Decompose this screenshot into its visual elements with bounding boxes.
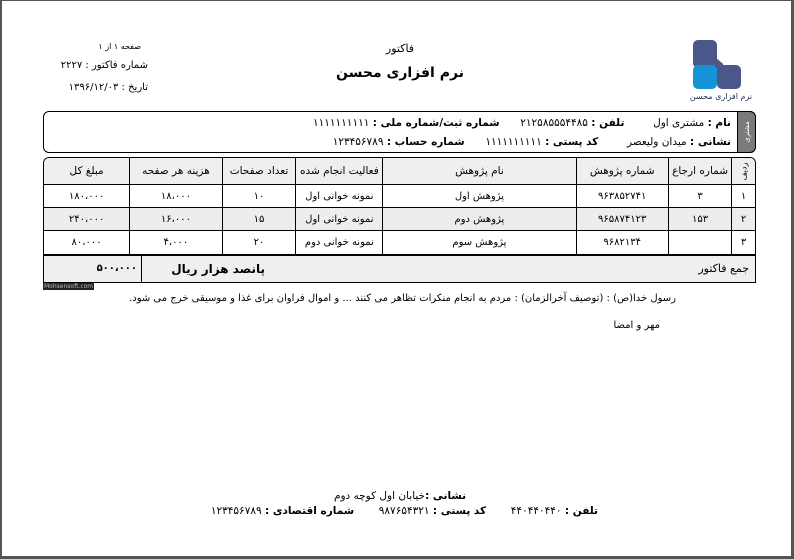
customer-reg: ۱۱۱۱۱۱۱۱۱۱ <box>312 117 370 129</box>
logo-text: نرم افزاری محسن <box>689 92 753 101</box>
page-indicator: صفحه ۱ از ۱ <box>98 42 141 51</box>
customer-account-label: شماره حساب : <box>386 136 465 148</box>
customer-line-2 <box>333 136 731 148</box>
footer-postal-label: کد پستی : <box>432 505 487 517</box>
cell-activity: نمونه خوانی اول <box>295 208 382 231</box>
customer-name: مشتری اول <box>653 117 705 129</box>
footer-postal: ۹۸۷۶۵۴۳۲۱ <box>378 505 430 517</box>
table-row <box>44 231 755 254</box>
customer-section-tab <box>737 111 756 153</box>
customer-address: میدان ولیعصر <box>626 136 687 148</box>
cell-total: ۱۸۰،۰۰۰ <box>44 185 129 208</box>
customer-section-label: مشتری <box>742 121 751 143</box>
footer-phone-label: تلفن : <box>564 505 598 517</box>
customer-postal: ۱۱۱۱۱۱۱۱۱۱ <box>485 136 542 148</box>
header-total: مبلغ کل <box>44 158 129 185</box>
table-row <box>44 208 755 231</box>
cell-name: پژوهش دوم <box>382 208 575 231</box>
customer-address-label: نشانی : <box>690 136 731 148</box>
header-code: شماره پژوهش <box>576 158 668 185</box>
header-ref: شماره ارجاع <box>668 158 731 185</box>
customer-account: ۱۲۳۴۵۶۷۸۹ <box>332 136 384 148</box>
cell-unit-cost: ۱۶،۰۰۰ <box>129 208 221 231</box>
header-rownum: ردیف <box>731 158 755 185</box>
footer-address-label: نشانی : <box>425 490 467 502</box>
signature-label: مهر و امضا <box>613 320 660 331</box>
total-amount: ۵۰۰،۰۰۰ <box>96 263 137 274</box>
cell-rownum: ۳ <box>731 231 755 254</box>
footer-address <box>190 490 610 502</box>
header-name: نام پژوهش <box>382 158 575 185</box>
cell-pages: ۱۰ <box>222 185 296 208</box>
cell-rownum: ۲ <box>731 208 755 231</box>
table-row <box>44 185 755 208</box>
customer-phone: ۲۱۲۵۸۵۵۵۴۴۸۵ <box>520 117 588 129</box>
cell-unit-cost: ۴،۰۰۰ <box>129 231 221 254</box>
note-text: رسول خدا(ص) : (توصیف آخرالزمان) : مردم به انجام منکرات تظاهر می کنند ... و اموال فراوان برای غذا و موسیقی خرج می شود. <box>129 293 676 304</box>
cell-code: ۹۶۳۸۵۲۷۴۱ <box>576 185 668 208</box>
cell-pages: ۲۰ <box>222 231 296 254</box>
customer-phone-label: تلفن : <box>591 117 625 129</box>
header-pages: تعداد صفحات <box>222 158 296 185</box>
footer-phone: ۴۴۰۴۴۰۴۴۰ <box>510 505 562 517</box>
invoice-number <box>61 60 148 71</box>
customer-name-label: نام : <box>707 117 731 129</box>
footer <box>190 490 610 517</box>
footer-contact <box>190 505 610 517</box>
document-type: فاکتور <box>385 42 415 55</box>
logo-square-icon <box>693 65 717 89</box>
title-block <box>300 42 500 81</box>
watermark: Mohsensoft.com <box>44 283 94 290</box>
items-table <box>43 157 756 255</box>
header-unit-cost: هزینه هر صفحه <box>129 158 221 185</box>
invoice-number-value: ۲۲۲۷ <box>60 60 83 71</box>
footer-economic-label: شماره اقتصادی : <box>264 505 355 517</box>
cell-pages: ۱۵ <box>222 208 296 231</box>
footer-economic: ۱۲۳۴۵۶۷۸۹ <box>210 505 262 517</box>
cell-ref <box>668 231 731 254</box>
cell-code: ۹۶۸۲۱۳۴ <box>576 231 668 254</box>
cell-rownum: ۱ <box>731 185 755 208</box>
customer-postal-label: کد پستی : <box>545 136 599 148</box>
cell-ref: ۱۵۳ <box>668 208 731 231</box>
customer-line-1 <box>313 117 731 129</box>
cell-total: ۲۴۰،۰۰۰ <box>44 208 129 231</box>
total-label: جمع فاکتور <box>698 262 749 275</box>
invoice-date-value: ۱۳۹۶/۱۲/۰۳ <box>68 82 119 93</box>
invoice-date <box>69 82 148 93</box>
header-activity: فعالیت انجام شده <box>295 158 382 185</box>
cell-name: پژوهش اول <box>382 185 575 208</box>
company-logo <box>690 40 762 106</box>
total-amount-words: پانصد هزار ریال <box>171 262 265 276</box>
invoice-date-label: تاریخ : <box>121 82 148 93</box>
cell-total: ۸۰،۰۰۰ <box>71 237 102 248</box>
customer-box <box>43 111 756 153</box>
company-name: نرم افزاری محسن <box>336 65 464 81</box>
cell-activity: نمونه خوانی اول <box>295 185 382 208</box>
customer-reg-label: شماره ثبت/شماره ملی : <box>372 117 500 129</box>
cell-unit-cost: ۱۸،۰۰۰ <box>129 185 221 208</box>
cell-ref: ۳ <box>668 185 731 208</box>
invoice-total <box>43 255 756 283</box>
footer-address-value: خیابان اول کوچه دوم <box>333 490 426 502</box>
logo-square-icon <box>717 65 741 89</box>
table-header-row <box>44 158 755 185</box>
cell-name: پژوهش سوم <box>382 231 575 254</box>
total-divider <box>141 256 142 282</box>
cell-code: ۹۶۵۸۷۴۱۲۳ <box>576 208 668 231</box>
cell-activity: نمونه خوانی دوم <box>295 231 382 254</box>
invoice-number-label: شماره فاکتور : <box>85 60 148 71</box>
